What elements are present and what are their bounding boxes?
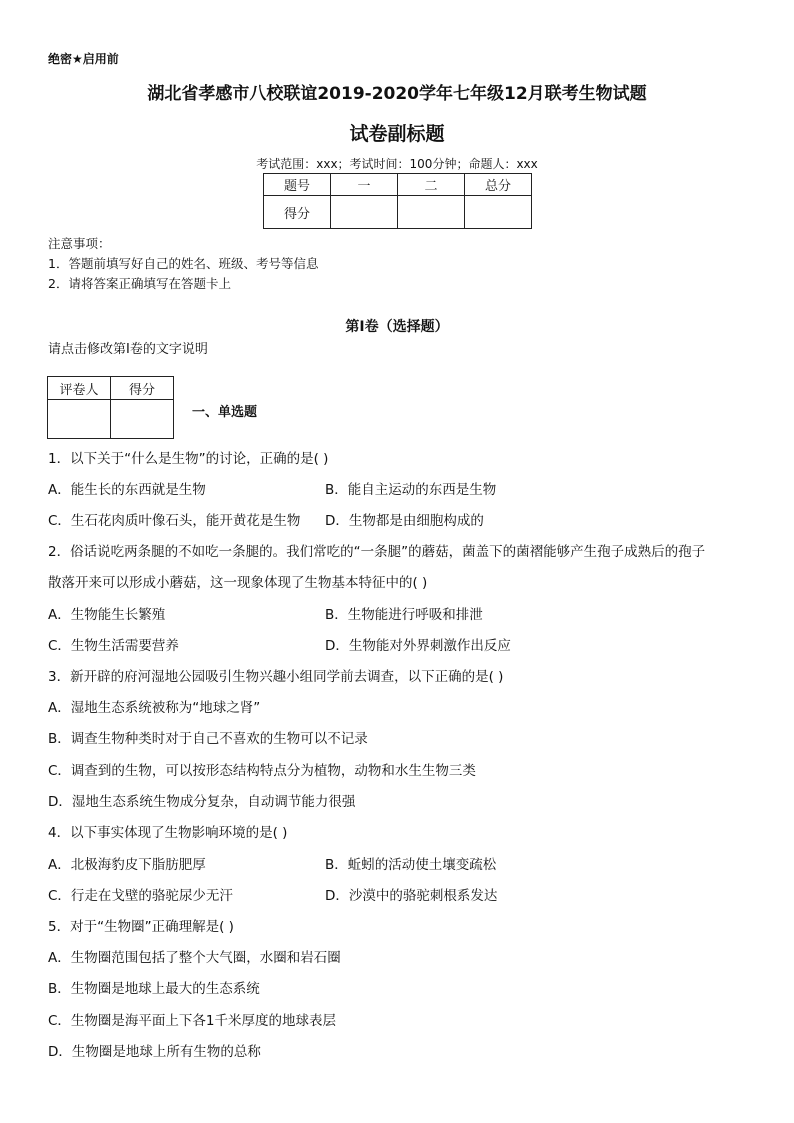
section-title: 一、单选题 — [192, 405, 258, 420]
option-d: D．湿地生态系统生物成分复杂，自动调节能力很强 — [48, 794, 356, 810]
option-c: C．生物圈是海平面上下各1千米厚度的地球表层 — [48, 1013, 337, 1029]
score-table-header-number: 题号 — [264, 174, 331, 196]
score-cell — [331, 196, 398, 229]
score-cell — [398, 196, 465, 229]
score-cell — [465, 196, 532, 229]
option-b: B．能自主运动的东西是生物 — [325, 482, 497, 498]
exam-meta: 考试范围：xxx；考试时间：100分钟；命题人：xxx — [256, 157, 538, 171]
option-c: C．生石花肉质叶像石头，能开黄花是生物 — [48, 513, 301, 529]
option-a: A．生物圈范围包括了整个大气圈，水圈和岩石圈 — [48, 950, 341, 966]
grader-cell — [48, 400, 111, 439]
score-table-header-part2: 二 — [398, 174, 465, 196]
part-description: 请点击修改第I卷的文字说明 — [48, 342, 208, 357]
grader-score-header: 得分 — [111, 377, 174, 400]
option-a: A．能生长的东西就是生物 — [48, 482, 206, 498]
option-c: C．生物生活需要营养 — [48, 638, 179, 654]
grader-table — [47, 376, 174, 439]
score-table-score-label: 得分 — [264, 196, 331, 229]
note-item: 2．请将答案正确填写在答题卡上 — [48, 276, 231, 291]
option-d: D．生物圈是地球上所有生物的总称 — [48, 1044, 261, 1060]
part-title: 第I卷（选择题） — [345, 319, 449, 335]
option-a: A．湿地生态系统被称为“地球之肾” — [48, 700, 261, 716]
question-stem: 4．以下事实体现了生物影响环境的是( ) — [48, 825, 288, 841]
option-d: D．沙漠中的骆驼刺根系发达 — [325, 888, 498, 904]
option-b: B．蚯蚓的活动使土壤变疏松 — [325, 857, 497, 873]
option-b: B．生物圈是地球上最大的生态系统 — [48, 981, 260, 997]
question-stem: 5．对于“生物圈”正确理解是( ) — [48, 919, 234, 935]
question-stem: 1．以下关于“什么是生物”的讨论，正确的是( ) — [48, 451, 329, 467]
score-table-header-total: 总分 — [465, 174, 532, 196]
score-table — [263, 173, 532, 229]
question-stem: 2．俗话说吃两条腿的不如吃一条腿的。我们常吃的“一条腿”的蘑菇，菌盖下的菌褶能够产生孢子成熟后的孢子 — [48, 544, 706, 560]
exam-title: 湖北省孝感市八校联谊2019-2020学年七年级12月联考生物试题 — [147, 84, 647, 104]
question-stem: 3．新开辟的府河湿地公园吸引生物兴趣小组同学前去调查，以下正确的是( ) — [48, 669, 504, 685]
option-c: C．调查到的生物，可以按形态结构特点分为植物，动物和水生生物三类 — [48, 763, 476, 779]
option-a: A．生物能生长繁殖 — [48, 607, 166, 623]
exam-subtitle: 试卷副标题 — [349, 123, 445, 145]
score-table-header-part1: 一 — [331, 174, 398, 196]
option-d: D．生物能对外界刺激作出反应 — [325, 638, 511, 654]
option-c: C．行走在戈壁的骆驼尿少无汗 — [48, 888, 233, 904]
option-a: A．北极海豹皮下脂肪肥厚 — [48, 857, 206, 873]
note-item: 1．答题前填写好自己的姓名、班级、考号等信息 — [48, 256, 319, 271]
secret-label: 绝密★启用前 — [48, 52, 119, 66]
option-b: B．调查生物种类时对于自己不喜欢的生物可以不记录 — [48, 731, 368, 747]
grader-cell — [111, 400, 174, 439]
option-d: D．生物都是由细胞构成的 — [325, 513, 484, 529]
question-stem-continued: 散落开来可以形成小蘑菇，这一现象体现了生物基本特征中的( ) — [48, 575, 428, 591]
notes-title: 注意事项： — [48, 236, 111, 251]
option-b: B．生物能进行呼吸和排泄 — [325, 607, 483, 623]
grader-header: 评卷人 — [48, 377, 111, 400]
